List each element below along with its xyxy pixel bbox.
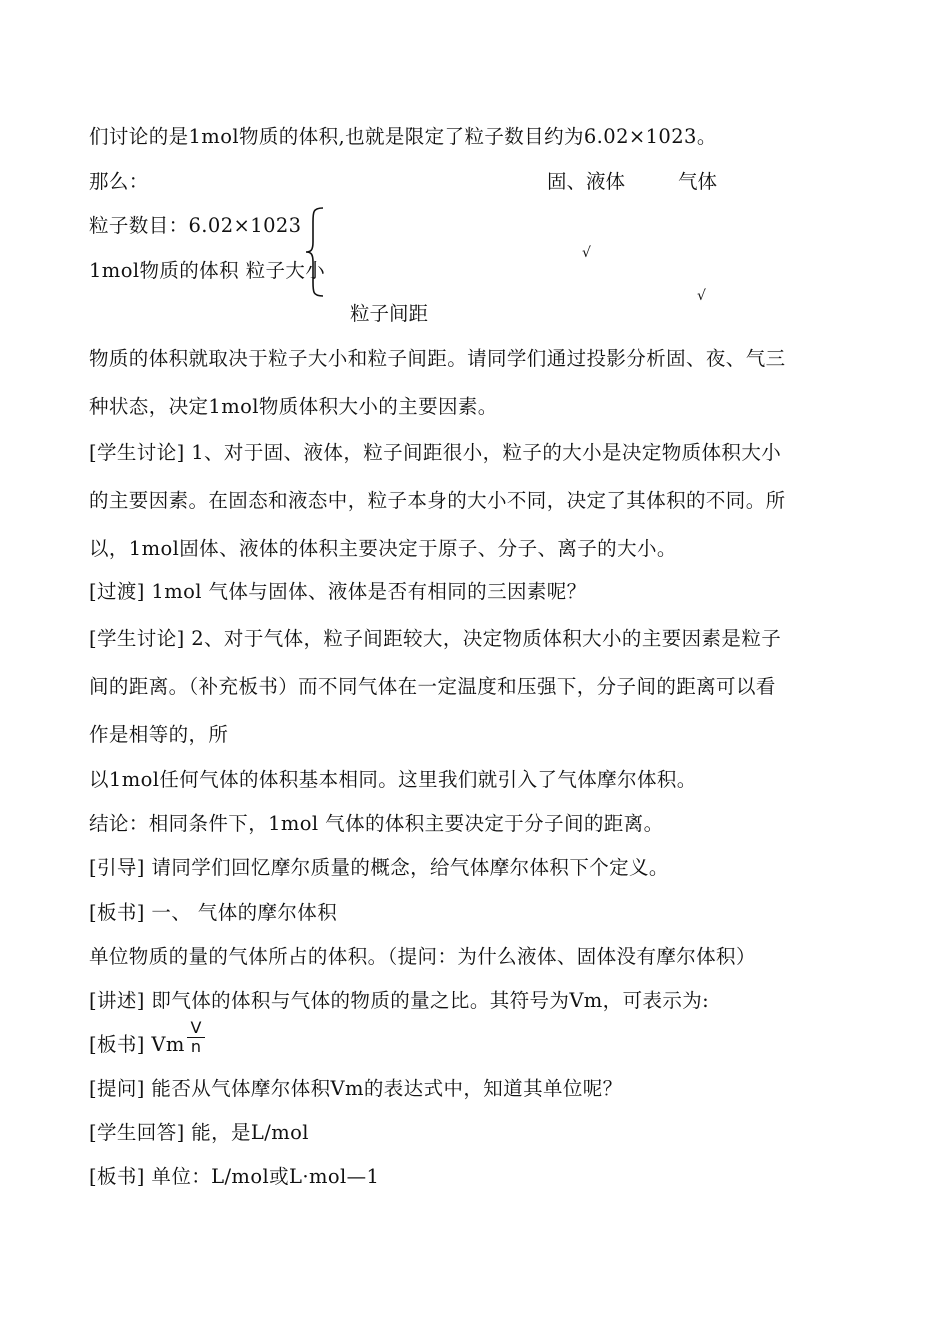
text-line: 结论：相同条件下，1mol 气体的体积主要决定于分子间的距离。 bbox=[89, 812, 664, 835]
text-line: [过渡] 1mol 气体与固体、液体是否有相同的三因素呢？ bbox=[89, 580, 587, 603]
text-line: 物质的体积就取决于粒子大小和粒子间距。请同学们通过投影分析固、夜、气三 bbox=[89, 347, 786, 370]
text-line: 那么： bbox=[89, 170, 149, 193]
text-line: 以1mol任何气体的体积基本相同。这里我们就引入了气体摩尔体积。 bbox=[89, 768, 697, 791]
text-line: 单位物质的量的气体所占的体积。（提问：为什么液体、固体没有摩尔体积） bbox=[89, 945, 756, 968]
text-line: [学生讨论] 2、对于气体，粒子间距较大，决定物质体积大小的主要因素是粒子 bbox=[89, 627, 782, 650]
curly-brace bbox=[303, 206, 325, 298]
fraction-denominator: n bbox=[190, 1037, 202, 1056]
column-header-gas: 气体 bbox=[678, 170, 718, 193]
text-line: 间的距离。（补充板书）而不同气体在一定温度和压强下，分子间的距离可以看 bbox=[89, 675, 776, 698]
check-mark: √ bbox=[697, 288, 706, 304]
text-line: [引导] 请同学们回忆摩尔质量的概念，给气体摩尔体积下个定义。 bbox=[89, 856, 669, 879]
text-line: [提问] 能否从气体摩尔体积Vm的表达式中，知道其单位呢？ bbox=[89, 1077, 623, 1100]
fraction-numerator: V bbox=[190, 1018, 202, 1037]
column-header-solid-liquid: 固、液体 bbox=[547, 170, 626, 193]
text-line: [板书] Vm bbox=[89, 1033, 185, 1056]
check-mark: √ bbox=[582, 245, 591, 261]
text-line: 粒子间距 bbox=[350, 302, 429, 325]
text-line: [学生回答] 能，是L/mol bbox=[89, 1121, 309, 1144]
text-line: 1mol物质的体积 粒子大小 bbox=[89, 259, 326, 282]
text-line: 粒子数目：6.02×1023 bbox=[89, 214, 302, 237]
fraction-v-over-n bbox=[186, 1020, 206, 1056]
text-line: 们讨论的是1mol物质的体积,也就是限定了粒子数目约为6.02×1023。 bbox=[89, 125, 717, 148]
text-line: [板书] 一、 气体的摩尔体积 bbox=[89, 901, 338, 924]
text-line: [学生讨论] 1、对于固、液体，粒子间距很小，粒子的大小是决定物质体积大小 bbox=[89, 441, 782, 464]
text-line: [讲述] 即气体的体积与气体的物质的量之比。其符号为Vm，可表示为: bbox=[89, 989, 710, 1012]
text-line: 作是相等的，所 bbox=[89, 723, 229, 746]
text-line: 以，1mol固体、液体的体积主要决定于原子、分子、离子的大小。 bbox=[89, 537, 677, 560]
text-line: 种状态，决定1mol物质体积大小的主要因素。 bbox=[89, 395, 498, 418]
text-line: 的主要因素。在固态和液态中，粒子本身的大小不同，决定了其体积的不同。所 bbox=[89, 489, 786, 512]
text-line: [板书] 单位：L/mol或L·mol—1 bbox=[89, 1165, 380, 1188]
